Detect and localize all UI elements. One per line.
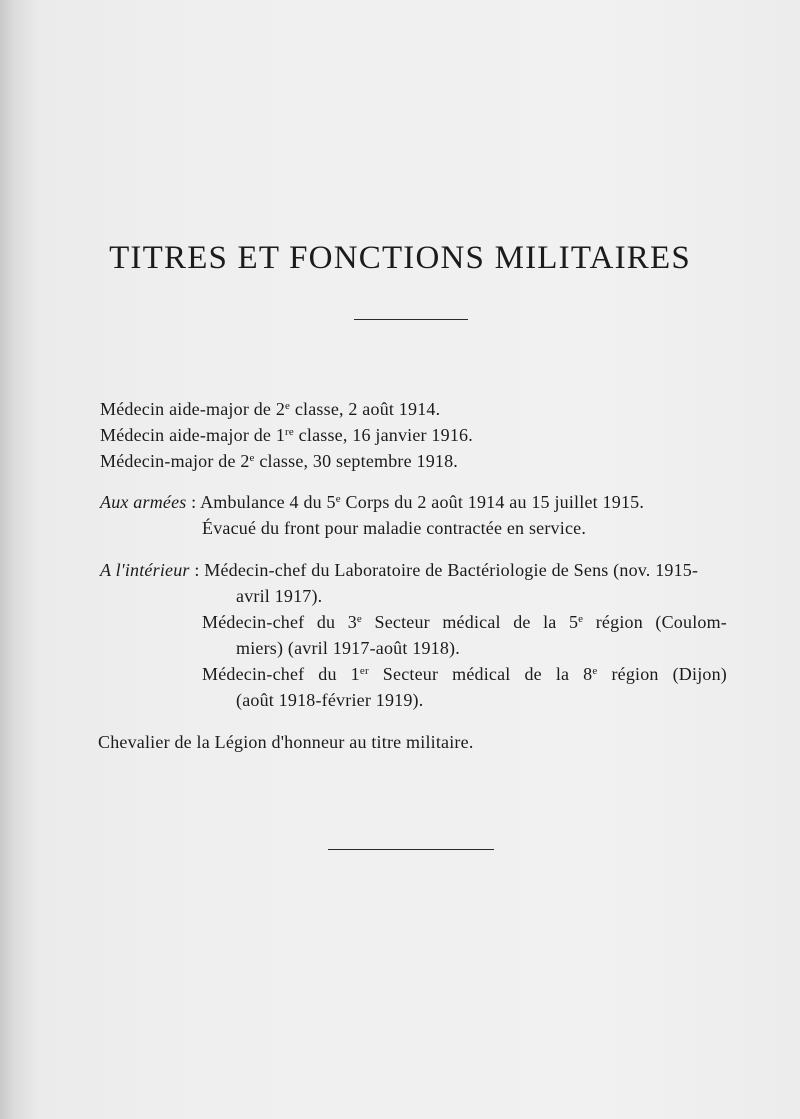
rank-2-date: classe, 16 janvier 1916.: [293, 425, 473, 445]
rank-line-1: [100, 396, 440, 422]
rank-1-sup: e: [285, 400, 291, 412]
rank-3-sup: e: [249, 452, 255, 464]
end-divider: [328, 849, 494, 850]
interieur-item-3-cont: (août 1918-février 1919).: [236, 690, 424, 710]
title-divider: [354, 319, 468, 320]
rank-1-text: Médecin aide-major de 2: [100, 399, 286, 419]
interieur-separator: :: [189, 560, 205, 580]
interieur-label: A l'intérieur: [100, 560, 190, 580]
armees-ambulance: Ambulance 4 du 5: [200, 492, 336, 512]
item-2-text-b: Secteur médical de la 5: [362, 612, 579, 632]
interieur-item-2: [202, 609, 727, 635]
item-2-sup: e: [356, 613, 363, 625]
item-2-sup-b: e: [578, 613, 584, 625]
chevalier-line: Chevalier de la Légion d'honneur au titre militaire.: [98, 732, 474, 752]
item-3-sup-b: e: [592, 665, 598, 677]
armees-line-2: Évacué du front pour maladie contractée en service.: [202, 518, 587, 538]
rank-3-date: classe, 30 septembre 1918.: [254, 451, 458, 471]
interieur-item-3: [202, 661, 727, 687]
rank-1-date: classe, 2 août 1914.: [290, 399, 441, 419]
page-title: TITRES ET FONCTIONS MILITAIRES: [109, 240, 691, 276]
rank-line-3: [100, 448, 458, 474]
interieur-item-1-cont: avril 1917).: [236, 586, 323, 606]
armees-dates: Corps du 2 août 1914 au 15 juillet 1915.: [340, 492, 645, 512]
item-2-text-c: région (Coulom-: [583, 612, 727, 632]
item-3-text-c: région (Dijon): [597, 664, 727, 684]
item-3-sup: er: [359, 665, 369, 677]
item-3-text-b: Secteur médical de la 8: [368, 664, 593, 684]
rank-line-2: [100, 422, 473, 448]
interieur-line-1: [100, 557, 698, 583]
armees-label: Aux armées: [100, 492, 187, 512]
armees-sup: e: [335, 493, 341, 505]
rank-2-text: Médecin aide-major de 1: [100, 425, 286, 445]
armees-line-1: [100, 489, 644, 515]
item-2-text: Médecin-chef du 3: [202, 612, 357, 632]
interieur-item-1: Médecin-chef du Laboratoire de Bactériologie de Sens (nov. 1915-: [204, 560, 699, 580]
armees-separator: :: [186, 492, 201, 512]
rank-2-sup: re: [285, 426, 294, 438]
item-3-text: Médecin-chef du 1: [202, 664, 360, 684]
interieur-item-2-cont: miers) (avril 1917-août 1918).: [236, 638, 460, 658]
rank-3-text: Médecin-major de 2: [100, 451, 250, 471]
